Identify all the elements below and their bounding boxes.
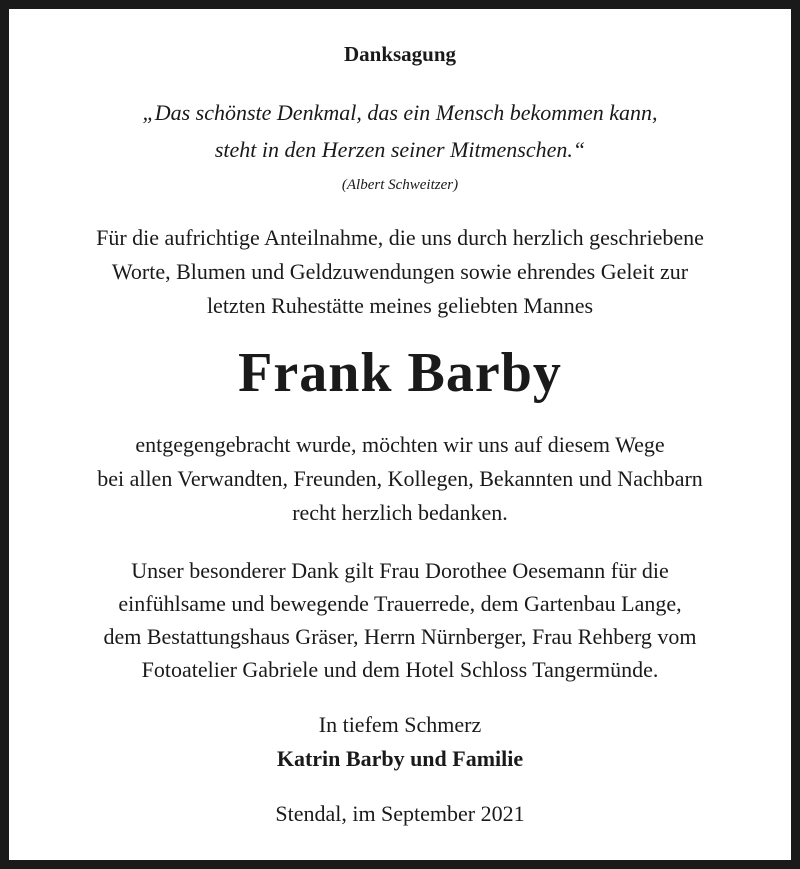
quote-attribution: (Albert Schweitzer) [341,177,459,193]
special-thanks-line-3: dem Bestattungshaus Gräser, Herrn Nürnberger, Frau Rehberg vom [103,624,697,649]
signature: Katrin Barby und Familie [276,746,524,771]
thanks-line-1: entgegengebracht wurde, möchten wir uns auf diesem Wege [135,432,665,457]
obituary-notice [9,9,791,860]
intro-line-3: letzten Ruhestätte meines geliebten Mannes [206,293,594,318]
special-thanks-line-2: einfühlsame und bewegende Trauerrede, dem Gartenbau Lange, [118,591,682,616]
special-thanks-line-1: Unser besonderer Dank gilt Frau Dorothee Oesemann für die [131,558,669,583]
special-thanks-line-4: Fotoatelier Gabriele und dem Hotel Schloss Tangermünde. [141,657,659,682]
intro-line-2: Worte, Blumen und Geldzuwendungen sowie ehrendes Geleit zur [111,259,689,284]
heading: Danksagung [343,42,457,66]
deceased-name: Frank Barby [238,342,562,404]
closing: In tiefem Schmerz [318,712,482,737]
place-date: Stendal, im September 2021 [275,801,525,826]
thanks-line-2: bei allen Verwandten, Freunden, Kollegen, Bekannten und Nachbarn [97,466,703,491]
quote-line-2: steht in den Herzen seiner Mitmenschen.“ [214,137,586,162]
intro-line-1: Für die aufrichtige Anteilnahme, die uns durch herzlich geschriebene [96,225,704,250]
quote-line-1: „Das schönste Denkmal, das ein Mensch bekommen kann, [142,100,658,125]
thanks-line-3: recht herzlich bedanken. [292,500,508,525]
